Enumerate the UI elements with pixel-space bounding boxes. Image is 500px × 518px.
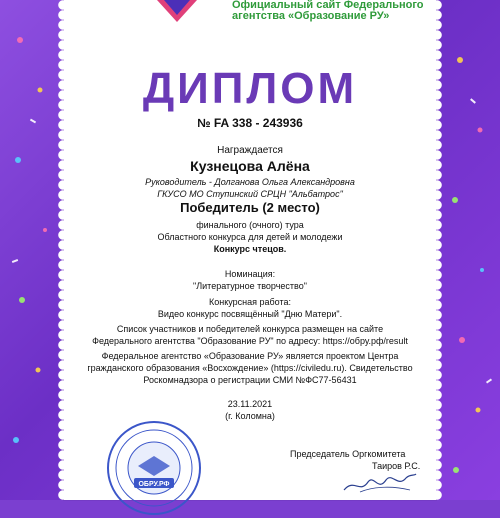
site-header bbox=[232, 0, 423, 22]
diploma-number: № FA 338 - 243936 bbox=[197, 116, 303, 130]
leader-line: Руководитель - Долганова Ольга Александровна bbox=[145, 177, 355, 187]
contest-line: Областного конкурса для детей и молодежи bbox=[157, 232, 343, 242]
signer-title: Председатель Оргкомитета bbox=[290, 449, 406, 459]
seal-label: ОБРУ.РФ bbox=[138, 481, 170, 488]
work-label: Конкурсная работа: bbox=[208, 297, 291, 307]
logo-emblem bbox=[152, 0, 202, 24]
organization-line: ГКУСО МО Ступинский СРЦН "Альбатрос" bbox=[157, 189, 343, 199]
header-line2 bbox=[232, 11, 423, 22]
work-value: Видео конкурс посвящённый "Дню Матери". bbox=[157, 309, 343, 319]
list-line-2: Федерального агентства "Образование РУ" по адресу: https://обру.рф/result bbox=[92, 336, 408, 346]
recipient-name: Кузнецова Алёна bbox=[190, 158, 310, 174]
nomination-value: "Литературное творчество" bbox=[193, 281, 307, 291]
contest-name: Конкурс чтецов. bbox=[213, 244, 287, 254]
tour-line: финального (очного) тура bbox=[196, 220, 304, 230]
signer-name: Таиров Р.С. bbox=[372, 461, 421, 471]
agency-line-3: Роскомнадзора о регистрации СМИ №ФС77-56431 bbox=[143, 375, 357, 385]
awarded-label: Награждается bbox=[217, 145, 283, 156]
nomination-label: Номинация: bbox=[224, 269, 276, 279]
issue-date: 23.11.2021 bbox=[227, 399, 273, 409]
diploma-title: ДИПЛОМ bbox=[142, 64, 358, 113]
header-line2-prefix: агентства bbox=[232, 10, 288, 22]
header-line1: Официальный сайт Федерального bbox=[232, 0, 424, 11]
agency-line-2: гражданского образования «Восхождение» (https://civiledu.ru). Свидетельство bbox=[87, 363, 413, 373]
agency-line-1: Федеральное агентство «Образование РУ» является проектом Центра bbox=[101, 351, 399, 361]
list-line-1: Список участников и победителей конкурса размещен на сайте bbox=[116, 324, 384, 334]
organization-seal bbox=[104, 418, 204, 518]
issue-city: (г. Коломна) bbox=[225, 411, 275, 421]
header-brand: «Образование РУ» bbox=[288, 10, 390, 22]
place-line: Победитель (2 место) bbox=[180, 200, 320, 215]
signature-image bbox=[340, 468, 420, 496]
